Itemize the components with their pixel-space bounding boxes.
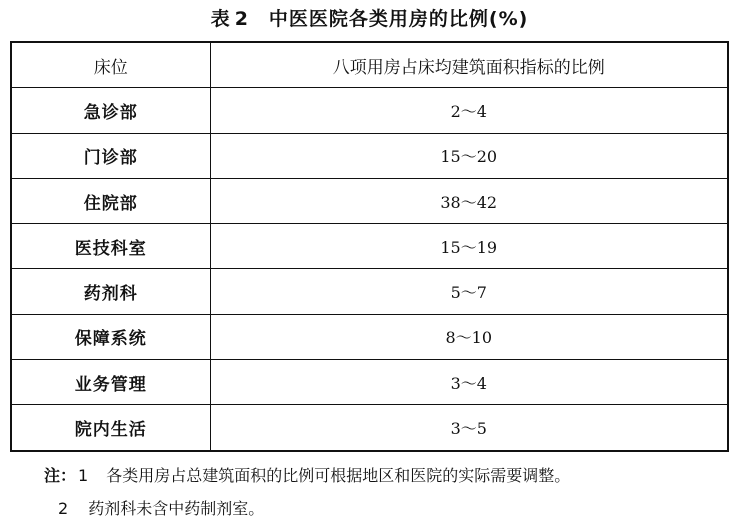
note-text: 各类用房占总建筑面积的比例可根据地区和医院的实际需要调整。 (106, 466, 571, 485)
table-row (11, 269, 728, 314)
table-row (11, 314, 728, 359)
note-1 (44, 463, 570, 486)
row-value: 15～20 (210, 133, 728, 178)
table-row (11, 178, 728, 223)
table-row (11, 405, 728, 451)
row-value: 8～10 (210, 314, 728, 359)
row-value: 3～5 (210, 405, 728, 451)
note-number: 2 (58, 499, 69, 518)
header-bed: 床位 (11, 42, 210, 88)
row-name: 医技科室 (11, 224, 210, 269)
row-name: 药剂科 (11, 269, 210, 314)
header-row (11, 42, 728, 88)
table-row (11, 88, 728, 133)
caption-title: 中医医院各类用房的比例(%) (268, 8, 529, 30)
notes-label: 注： (44, 466, 77, 485)
table-row (11, 360, 728, 405)
row-name: 住院部 (11, 178, 210, 223)
note-2 (58, 496, 264, 519)
row-name: 急诊部 (11, 88, 210, 133)
note-text: 药剂科未含中药制剂室。 (88, 499, 265, 518)
row-name: 保障系统 (11, 314, 210, 359)
table-caption (0, 4, 739, 31)
row-name: 院内生活 (11, 405, 210, 451)
row-value: 2～4 (210, 88, 728, 133)
row-value: 5～7 (210, 269, 728, 314)
room-ratio-table (10, 41, 729, 452)
row-name: 门诊部 (11, 133, 210, 178)
table-row (11, 224, 728, 269)
row-value: 3～4 (210, 360, 728, 405)
header-ratio: 八项用房占床均建筑面积指标的比例 (210, 42, 728, 88)
row-value: 15～19 (210, 224, 728, 269)
row-value: 38～42 (210, 178, 728, 223)
note-number: 1 (78, 466, 89, 485)
caption-number: 2 (234, 8, 249, 30)
row-name: 业务管理 (11, 360, 210, 405)
caption-label: 表 (210, 8, 231, 30)
table-row (11, 133, 728, 178)
